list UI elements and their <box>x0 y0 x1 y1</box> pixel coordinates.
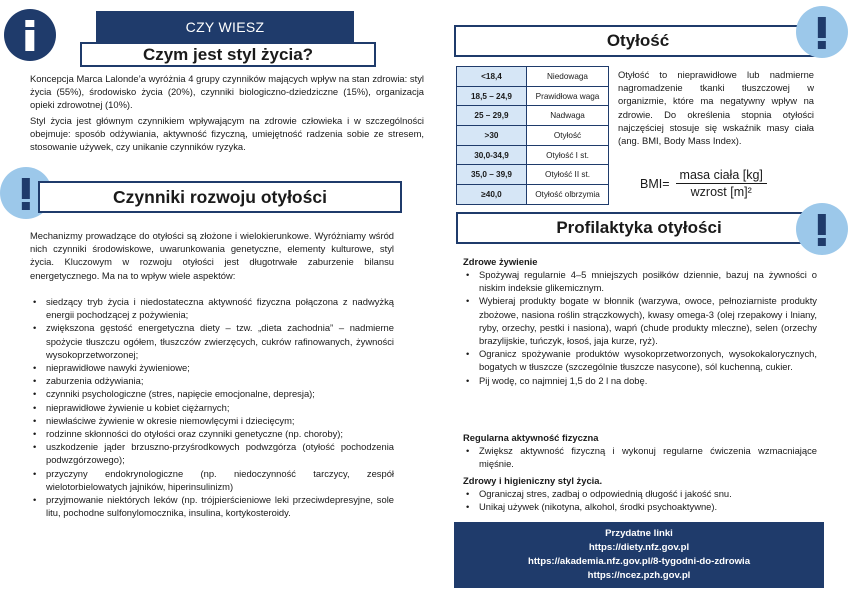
paragraph-otylosc-definicja: Otyłość to nieprawidłowe lub nadmierne nagromadzenie tkanki tłuszczowej w organizmie, które ma negatywny wpływ na zdrowie. Do określenia stopnia otyłości najczęściej stosuje się wskaźnik masy ciała (ang. BMI, Body Mass Index). <box>618 69 814 147</box>
bmi-category: Otyłość I st. <box>527 145 609 165</box>
bmi-range: <18,4 <box>457 67 527 87</box>
bmi-category: Otyłość olbrzymia <box>527 185 609 205</box>
zdrowe-zywienie-list <box>463 268 817 387</box>
table-row <box>457 145 609 165</box>
section-title-styl-zycia <box>80 42 376 67</box>
list-item: • Wybieraj produkty bogate w błonnik (warzywa, owoce, pełnoziarniste produkty zbożowe, nasiona roślin strączkowych), kwasy omega-3 (olej rzepakowy i lniany, ryby, orzechy, pestki i nasiona), wapń (chude produkty mleczne), selen (orzechy brazylijskie, tuńczyk, łosoś, jaja kurze, ryż). <box>463 294 817 347</box>
link-ncez[interactable]: https://ncez.pzh.gov.pl <box>587 570 691 581</box>
paragraph-lalonde: Koncepcja Marca Lalonde’a wyróżnia 4 grupy czynników mających wpływ na stan zdrowia: styl życia (55%), środowisko życia (20%), czynniki biologiczno-dziedziczne (15%), organizacja opieki zdrowotnej (10%). <box>30 73 424 111</box>
table-row <box>457 106 609 126</box>
bmi-formula <box>640 168 767 199</box>
section-title-text: Czynniki rozwoju otyłości <box>113 186 327 207</box>
list-item: • niewłaściwe żywienie w okresie niemowlęcymi i dziecięcym; <box>30 414 394 427</box>
formula-denominator: wzrost [m]² <box>690 185 752 199</box>
list-item: • Ogranicz spożywanie produktów wysokoprzetworzonych, wysokokalorycznych, bogatych w tłuszcze (szczególnie tłuszcze nasycone), sól kuchenną, cukier. <box>463 347 817 373</box>
czynniki-list <box>30 295 394 519</box>
list-item: • uszkodzenie jąder brzuszno-przyśrodkowych podwzgórza (otyłość pochodzenia podwzgórzowego); <box>30 440 394 466</box>
bmi-category: Otyłość II st. <box>527 165 609 185</box>
styl-zycia-list <box>463 487 817 513</box>
exclamation-icon <box>796 203 848 255</box>
links-title: Przydatne linki <box>605 528 673 539</box>
section-title-czynniki <box>38 181 402 213</box>
bmi-range: 18,5 – 24,9 <box>457 86 527 106</box>
list-item: • czynniki psychologiczne (stres, napięcie emocjonalne, depresja); <box>30 387 394 400</box>
aktywnosc-list <box>463 444 817 470</box>
list-item: • przyjmowanie niektórych leków (np. trójpierścieniowe leki przeciwdepresyjne, sole litu, pochodne sulfonylomocznika, insulina, kortykosteroidy. <box>30 493 394 519</box>
formula-lhs: BMI= <box>640 176 670 191</box>
subheading-aktywnosc: Regularna aktywność fizyczna <box>463 432 599 443</box>
paragraph-mechanizmy: Mechanizmy prowadzące do otyłości są złożone i wielokierunkowe. Wyróżniamy wśród nich czynniki środowiskowe, uwarunkowania genetyczne, elementy kulturowe, styl życia. Kluczowym w rozwoju otyłości jest długotrwałe zaburzenie bilansu energetycznego. Ma na to wpływ wiele aspektów: <box>30 230 394 281</box>
bmi-range: ≥40,0 <box>457 185 527 205</box>
list-item: • przyczyny endokrynologiczne (np. niedoczynność tarczycy, zespół wielotorbielowatych jajników, hiperinsulinizm) <box>30 467 394 493</box>
bmi-table <box>456 66 609 205</box>
bmi-category: Otyłość <box>527 126 609 146</box>
list-item: • rodzinne skłonności do otyłości oraz czynniki genetyczne (np. choroby); <box>30 427 394 440</box>
list-item: • zwiększona gęstość energetyczna diety – tzw. „dieta zachodnia” – nadmierne spożycie tłuszczu ogółem, tłuszczów zwierzęcych, cukrów rafinowanych, żywności wysokoprzetworzonej; <box>30 321 394 361</box>
section-title-text: Profilaktyka otyłości <box>556 218 722 237</box>
section-title-profilaktyka <box>456 212 822 244</box>
table-row <box>457 126 609 146</box>
list-item: • Ograniczaj stres, zadbaj o odpowiednią długość i jakość snu. <box>463 487 817 500</box>
table-row <box>457 165 609 185</box>
bmi-range: 25 – 29,9 <box>457 106 527 126</box>
bmi-category: Niedowaga <box>527 67 609 87</box>
formula-numerator: masa ciała [kg] <box>676 168 767 184</box>
list-item: • siedzący tryb życia i niedostateczna aktywność fizyczna połączona z nadwyżką energii pochodzącej z pożywienia; <box>30 295 394 321</box>
table-row <box>457 67 609 87</box>
subheading-styl-zycia: Zdrowy i higieniczny styl życia. <box>463 475 603 486</box>
czy-wiesz-banner: CZY WIESZ <box>96 11 354 42</box>
list-item: • Unikaj używek (nikotyna, alkohol, środki psychoaktywne). <box>463 500 817 513</box>
subheading-zdrowe-zywienie: Zdrowe żywienie <box>463 256 538 267</box>
list-item: • Spożywaj regularnie 4–5 mniejszych posiłków dziennie, bazuj na żywności o niskim indeksie glikemicznym. <box>463 268 817 294</box>
bmi-category: Nadwaga <box>527 106 609 126</box>
list-item: • Zwiększ aktywność fizyczną i wykonuj regularne ćwiczenia wzmacniające mięśnie. <box>463 444 817 470</box>
list-item: • zaburzenia odżywiania; <box>30 374 394 387</box>
section-title-text: Otyłość <box>606 31 670 50</box>
section-title-otylosc <box>454 25 822 57</box>
list-item: • Pij wodę, co najmniej 1,5 do 2 l na dobę. <box>463 374 817 387</box>
info-icon <box>4 9 56 61</box>
bmi-range: 30,0-34,9 <box>457 145 527 165</box>
bmi-range: >30 <box>457 126 527 146</box>
exclamation-icon <box>796 6 848 58</box>
link-akademia[interactable]: https://akademia.nfz.gov.pl/8-tygodni-do-zdrowia <box>527 556 751 567</box>
bmi-category: Prawidłowa waga <box>527 86 609 106</box>
bmi-range: 35,0 – 39,9 <box>457 165 527 185</box>
table-row <box>457 185 609 205</box>
paragraph-styl-zycia: Styl życia jest głównym czynnikiem wpływającym na zdrowie człowieka i w szczególności obejmuje: sposób odżywiania, aktywność fizyczną, umiejętność radzenia sobie ze stresem, stosowanie używek, czy unikanie czynników ryzyka. <box>30 115 424 153</box>
list-item: • nieprawidłowe żywienie u kobiet ciężarnych; <box>30 401 394 414</box>
useful-links-box <box>454 522 824 588</box>
list-item: • nieprawidłowe nawyki żywieniowe; <box>30 361 394 374</box>
section-title-text: Czym jest styl życia? <box>142 44 314 64</box>
table-row <box>457 86 609 106</box>
link-diety[interactable]: https://diety.nfz.gov.pl <box>588 542 690 553</box>
